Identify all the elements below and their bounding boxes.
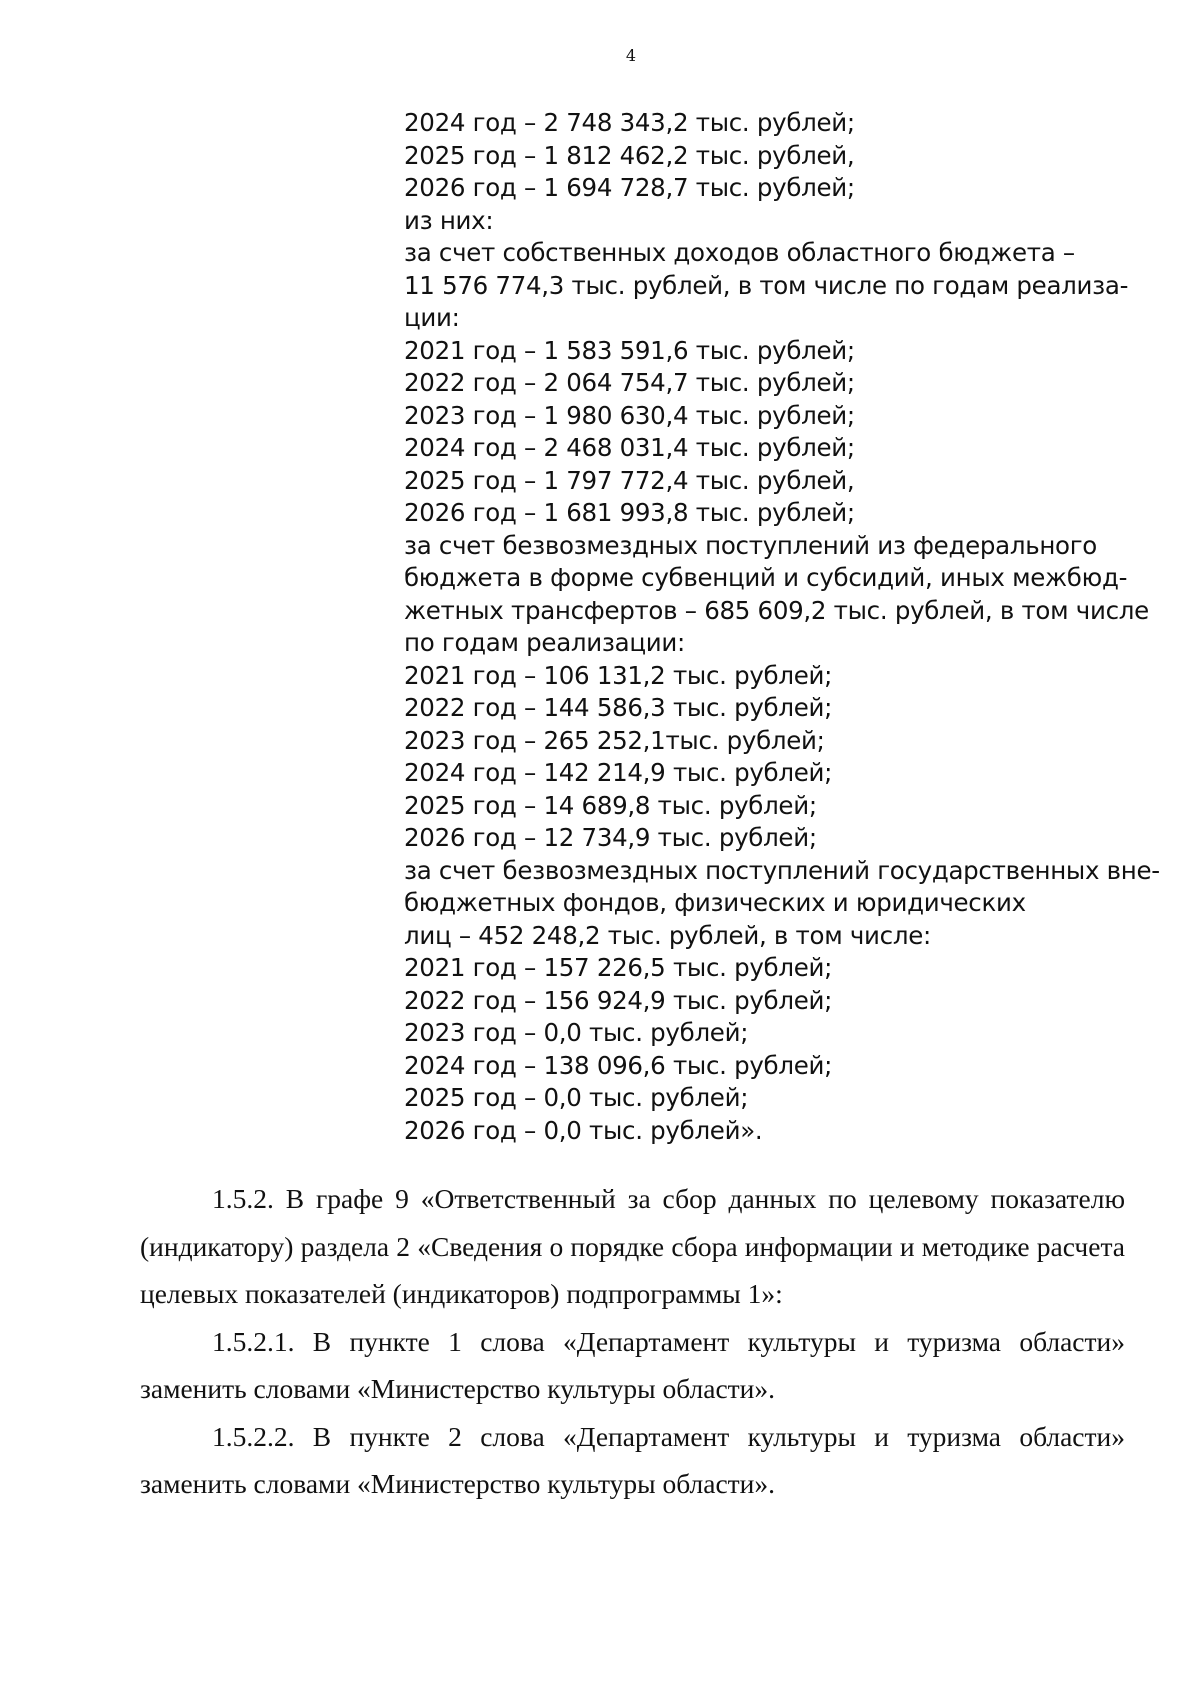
funding-line: 2021 год – 106 131,2 тыс. рублей; — [404, 660, 833, 690]
funding-line: 2022 год – 144 586,3 тыс. рублей; — [404, 693, 833, 722]
funding-line: бюджета в форме субвенций и субсидий, иных межбюд- — [404, 563, 1128, 592]
funding-line: бюджетных фондов, физических и юридических — [404, 888, 1026, 917]
funding-line: 2025 год – 0,0 тыс. рублей; — [404, 1083, 749, 1112]
funding-line: за счет безвозмездных поступлений из федерального — [404, 530, 1098, 560]
funding-line: 2023 год – 1 980 630,4 тыс. рублей; — [404, 400, 855, 430]
paragraph-1-5-2: 1.5.2. В графе 9 «Ответственный за сбор данных по целевому показателю (индикатору) раздела 2 «Сведения о порядке сбора информации и методике расчета целевых показателей (индикаторов) подпрограммы 1»: — [140, 1183, 1125, 1309]
funding-line: 2026 год – 12 734,9 тыс. рублей; — [404, 823, 817, 852]
funding-block — [404, 107, 1160, 1147]
funding-line: 2026 год – 1 694 728,7 тыс. рублей; — [404, 173, 855, 202]
funding-line: 2024 год – 2 748 343,2 тыс. рублей; — [404, 108, 855, 137]
funding-line: жетных трансфертов – 685 609,2 тыс. рублей, в том числе — [404, 595, 1149, 625]
funding-line: 2026 год – 1 681 993,8 тыс. рублей; — [404, 498, 855, 527]
funding-line: 2021 год – 1 583 591,6 тыс. рублей; — [404, 335, 855, 365]
funding-line: 2021 год – 157 226,5 тыс. рублей; — [404, 953, 833, 982]
funding-line: 2026 год – 0,0 тыс. рублей». — [404, 1115, 763, 1145]
funding-line: 2022 год – 156 924,9 тыс. рублей; — [404, 985, 833, 1015]
funding-line: 2025 год – 14 689,8 тыс. рублей; — [404, 790, 817, 820]
funding-line: 2024 год – 142 214,9 тыс. рублей; — [404, 758, 833, 787]
funding-line: 2024 год – 2 468 031,4 тыс. рублей; — [404, 433, 855, 462]
funding-line: 2024 год – 138 096,6 тыс. рублей; — [404, 1050, 833, 1080]
funding-line: из них: — [404, 205, 494, 235]
paragraph-1-5-2-2: 1.5.2.2. В пункте 2 слова «Департамент культуры и туризма области» заменить словами «Министерство культуры области». — [140, 1420, 1125, 1499]
funding-line: ции: — [404, 303, 460, 332]
funding-line: по годам реализации: — [404, 628, 685, 657]
funding-line: 11 576 774,3 тыс. рублей, в том числе по годам реализа- — [404, 270, 1129, 300]
funding-line: 2023 год – 0,0 тыс. рублей; — [404, 1018, 749, 1047]
funding-line: 2025 год – 1 797 772,4 тыс. рублей, — [404, 465, 855, 495]
funding-line: 2022 год – 2 064 754,7 тыс. рублей; — [404, 368, 855, 397]
funding-line: за счет собственных доходов областного бюджета – — [404, 238, 1075, 267]
paragraph-1-5-2-1: 1.5.2.1. В пункте 1 слова «Департамент культуры и туризма области» заменить словами «Министерство культуры области». — [140, 1325, 1125, 1404]
amendments-text — [140, 1175, 1125, 1508]
funding-line: 2025 год – 1 812 462,2 тыс. рублей, — [404, 140, 855, 170]
page-number: 4 — [625, 46, 637, 65]
funding-line: за счет безвозмездных поступлений государственных вне- — [404, 855, 1160, 885]
funding-line: 2023 год – 265 252,1тыс. рублей; — [404, 725, 825, 755]
funding-line: лиц – 452 248,2 тыс. рублей, в том числе: — [404, 920, 931, 950]
